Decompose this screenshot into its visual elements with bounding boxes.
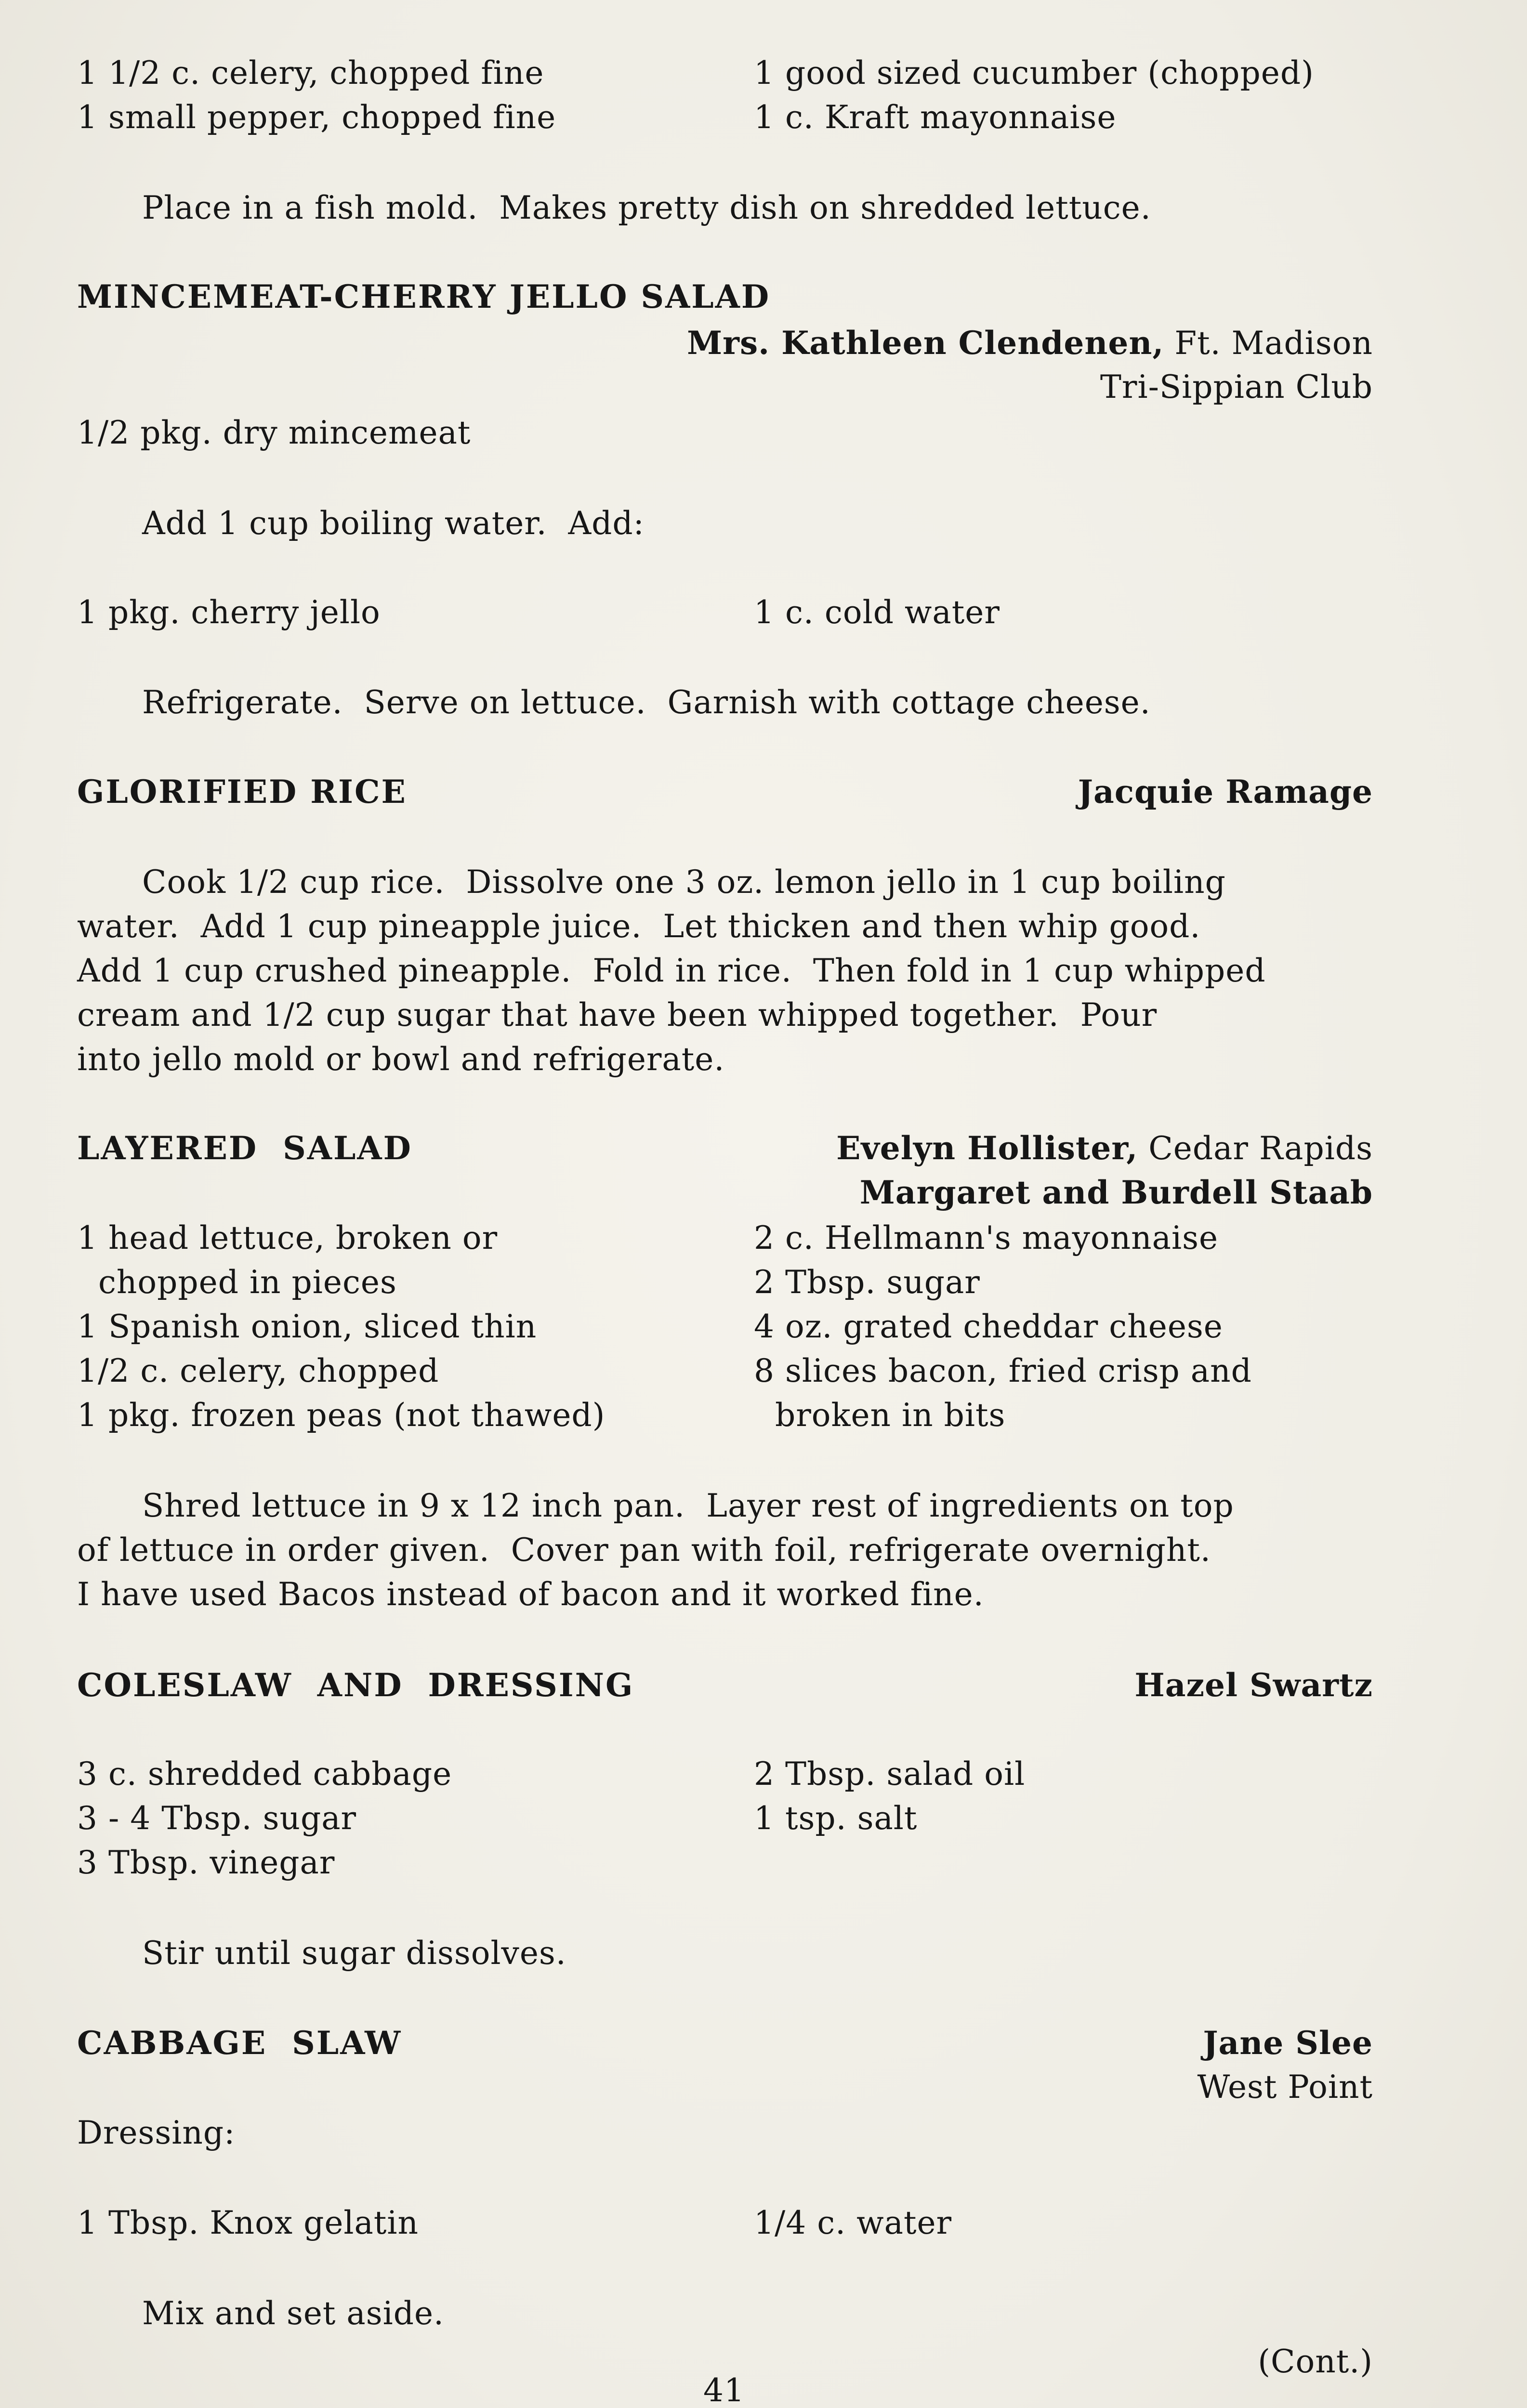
author-place: Ft. Madison [1164,325,1373,362]
top-ingredient-right-1: 1 good sized cucumber (chopped) [754,54,1314,92]
recipe-author-cabbage-slaw: Jane Slee [1203,2024,1373,2062]
glorified-rice-line-3: Add 1 cup crushed pineapple. Fold in rice. Then fold in 1 cup whipped [77,952,1266,989]
recipe-author-mincemeat [687,322,1373,365]
layered-instruction-2: of lettuce in order given. Cover pan with foil, refrigerate overnight. [77,1531,1211,1569]
layered-right-3: 4 oz. grated cheddar cheese [754,1308,1223,1345]
recipe-title-mincemeat: MINCEMEAT-CHERRY JELLO SALAD [77,278,771,315]
cabbage-dressing-label: Dressing: [77,2114,236,2151]
cabbage-ingredient-right: 1/4 c. water [754,2204,952,2241]
coleslaw-instruction: Stir until sugar dissolves. [142,1935,566,1972]
coleslaw-right-2: 1 tsp. salt [754,1800,918,1837]
layered-right-5: broken in bits [754,1397,1006,1434]
layered-left-3: 1 Spanish onion, sliced thin [77,1308,537,1345]
coleslaw-left-2: 3 - 4 Tbsp. sugar [77,1800,357,1837]
continued-label: (Cont.) [1258,2343,1373,2380]
mincemeat-ingredient-right: 1 c. cold water [754,594,1000,631]
coleslaw-left-1: 3 c. shredded cabbage [77,1755,452,1793]
cabbage-instruction: Mix and set aside. [142,2295,445,2332]
layered-left-4: 1/2 c. celery, chopped [77,1352,439,1389]
recipe-title-cabbage-slaw: CABBAGE SLAW [77,2024,402,2062]
glorified-rice-line-1: Cook 1/2 cup rice. Dissolve one 3 oz. lemon jello in 1 cup boiling [142,864,1226,901]
recipe-author-glorified-rice: Jacquie Ramage [1078,773,1373,811]
mincemeat-ingredient-1: 1/2 pkg. dry mincemeat [77,414,471,451]
cabbage-ingredient-left: 1 Tbsp. Knox gelatin [77,2204,419,2241]
author1-name: Evelyn Hollister, [836,1129,1138,1167]
layered-left-2: chopped in pieces [77,1264,397,1301]
mincemeat-ingredient-left: 1 pkg. cherry jello [77,594,381,631]
author1-place: Cedar Rapids [1138,1130,1373,1167]
layered-left-1: 1 head lettuce, broken or [77,1219,498,1256]
layered-left-5: 1 pkg. frozen peas (not thawed) [77,1397,606,1434]
layered-right-1: 2 c. Hellmann's mayonnaise [754,1219,1219,1256]
mincemeat-step-2: Refrigerate. Serve on lettuce. Garnish with cottage cheese. [142,684,1151,721]
page-number: 41 [703,2372,745,2408]
recipe-place-cabbage-slaw: West Point [1197,2068,1373,2106]
author-name: Mrs. Kathleen Clendenen, [687,324,1164,362]
coleslaw-right-1: 2 Tbsp. salad oil [754,1755,1026,1793]
layered-instruction-3: I have used Bacos instead of bacon and it worked fine. [77,1576,984,1613]
top-instruction: Place in a fish mold. Makes pretty dish on shredded lettuce. [142,189,1151,226]
top-ingredient-left-1: 1 1/2 c. celery, chopped fine [77,54,544,92]
recipe-title-glorified-rice: GLORIFIED RICE [77,773,407,811]
mincemeat-step-1: Add 1 cup boiling water. Add: [142,505,645,542]
recipe-title-layered-salad: LAYERED SALAD [77,1129,412,1167]
recipe-author-coleslaw: Hazel Swartz [1134,1666,1373,1704]
glorified-rice-line-5: into jello mold or bowl and refrigerate. [77,1041,725,1078]
layered-instruction-1: Shred lettuce in 9 x 12 inch pan. Layer rest of ingredients on top [142,1487,1234,1524]
top-ingredient-left-2: 1 small pepper, chopped fine [77,99,556,136]
glorified-rice-line-2: water. Add 1 cup pineapple juice. Let thicken and then whip good. [77,908,1201,945]
recipe-author2-layered-salad: Margaret and Burdell Staab [859,1174,1373,1211]
coleslaw-left-3: 3 Tbsp. vinegar [77,1844,335,1881]
recipe-title-coleslaw: COLESLAW AND DRESSING [77,1666,634,1704]
recipe-club-mincemeat: Tri-Sippian Club [1100,368,1373,406]
recipe-author-layered-salad [836,1127,1373,1170]
layered-right-4: 8 slices bacon, fried crisp and [754,1352,1252,1389]
top-ingredient-right-2: 1 c. Kraft mayonnaise [754,99,1117,136]
glorified-rice-line-4: cream and 1/2 cup sugar that have been whipped together. Pour [77,996,1158,1034]
layered-right-2: 2 Tbsp. sugar [754,1264,980,1301]
